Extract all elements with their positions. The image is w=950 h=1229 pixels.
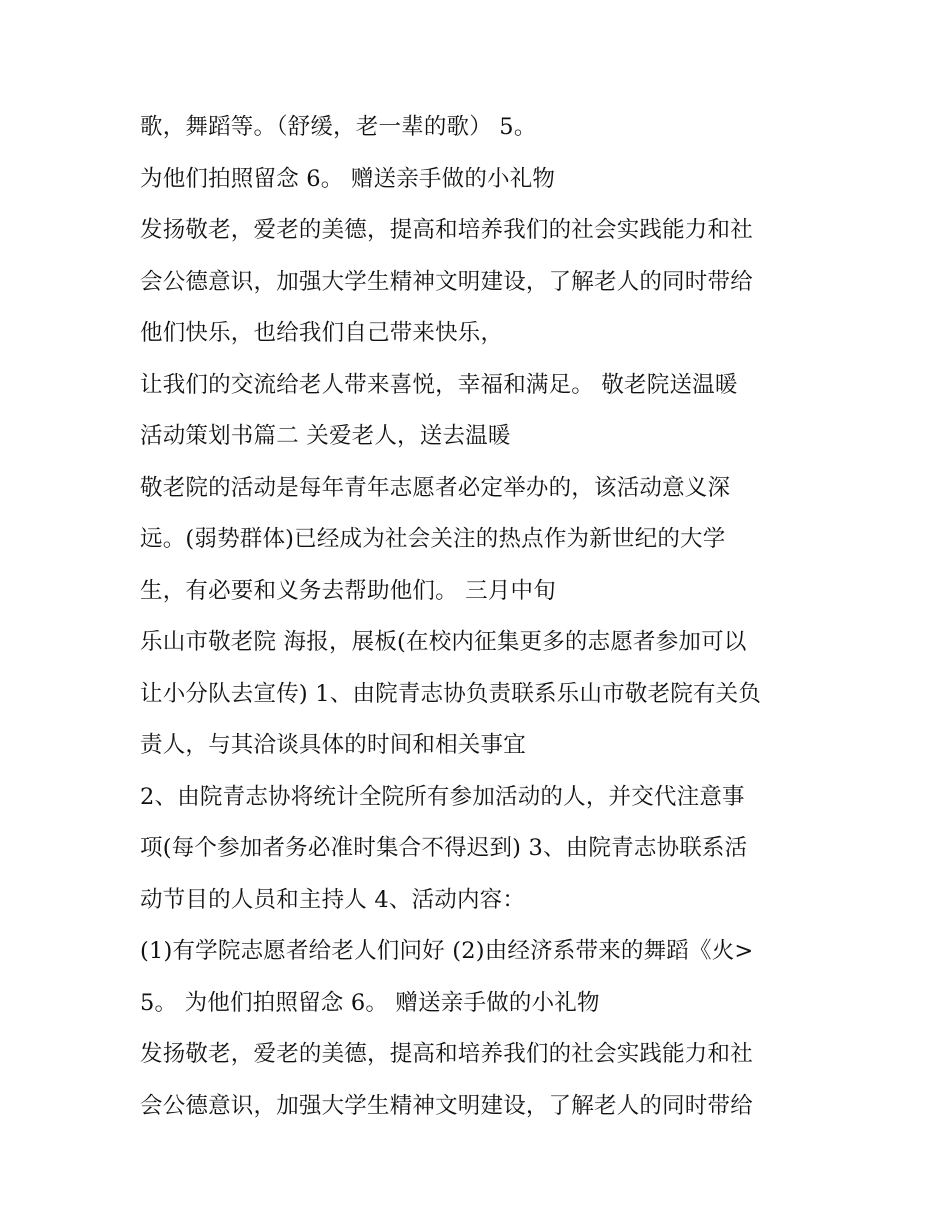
text-line: 他们快乐，也给我们自己带来快乐， xyxy=(140,320,504,346)
text-line: 敬老院的活动是每年青年志愿者必定举办的，该活动意义深 xyxy=(140,474,731,501)
text-line: 活动策划书篇二 关爱老人，送去温暖 xyxy=(140,423,511,449)
text-line: 乐山市敬老院 海报，展板(在校内征集更多的志愿者参加可以 xyxy=(140,629,747,655)
text-line: (1)有学院志愿者给老人们问好 (2)由经济系带来的舞蹈《火> xyxy=(140,938,754,964)
text-line: 项(每个参加者务必准时集合不得迟到) 3、由院青志协联系活 xyxy=(140,835,748,861)
text-line: 远。(弱势群体)已经成为社会关注的热点作为新世纪的大学 xyxy=(140,526,726,552)
document-body xyxy=(140,102,840,1132)
text-line: 会公德意识，加强大学生精神文明建设，了解老人的同时带给 xyxy=(140,1092,753,1119)
text-line: 会公德意识，加强大学生精神文明建设，了解老人的同时带给 xyxy=(140,268,753,295)
text-line: 动节目的人员和主持人 4、活动内容： xyxy=(140,886,526,913)
text-line: 发扬敬老，爱老的美德，提高和培养我们的社会实践能力和社 xyxy=(140,217,753,243)
text-line: 歌，舞蹈等。（舒缓，老一辈的歌） 5。 xyxy=(140,114,537,140)
text-line: 为他们拍照留念 6。 赠送亲手做的小礼物 xyxy=(140,165,556,192)
text-line: 让我们的交流给老人带来喜悦，幸福和满足。 敬老院送温暖 xyxy=(140,371,738,398)
text-line: 让小分队去宣传) 1、由院青志协负责联系乐山市敬老院有关负 xyxy=(140,680,762,707)
text-line: 责人，与其洽谈具体的时间和相关事宜 xyxy=(140,732,526,758)
text-line: 2、由院青志协将统计全院所有参加活动的人，并交代注意事 xyxy=(140,783,745,810)
text-line: 发扬敬老，爱老的美德，提高和培养我们的社会实践能力和社 xyxy=(140,1041,753,1067)
text-line: 5。 为他们拍照留念 6。 赠送亲手做的小礼物 xyxy=(140,989,600,1016)
text-line: 生，有必要和义务去帮助他们。 三月中旬 xyxy=(140,577,556,604)
